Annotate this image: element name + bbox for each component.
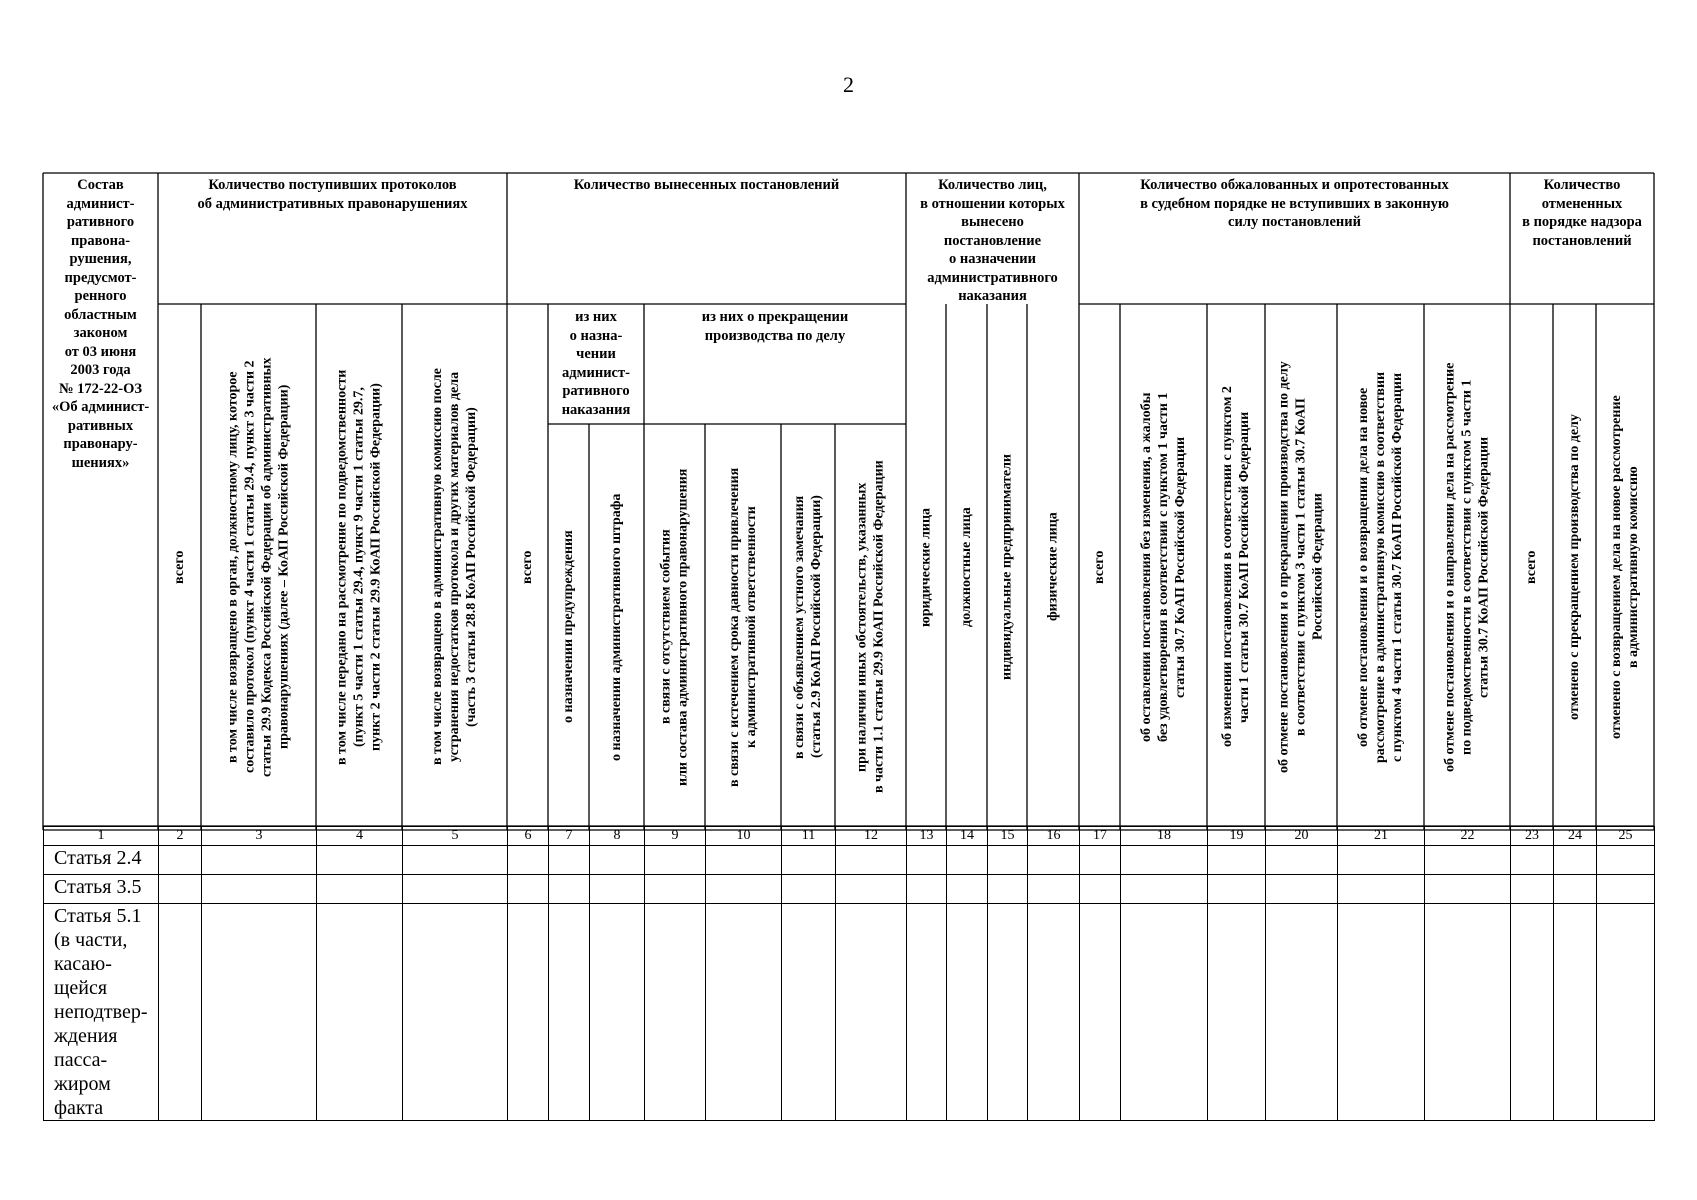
- table-cell[interactable]: [1338, 846, 1425, 875]
- table-cell[interactable]: [1425, 875, 1511, 904]
- column-number: 13: [907, 827, 947, 846]
- column-number: 10: [706, 827, 782, 846]
- table-cell[interactable]: [907, 904, 947, 1121]
- table-cell[interactable]: [590, 846, 645, 875]
- table-cell[interactable]: [836, 875, 907, 904]
- col-header-19: об изменении постановления в соответствии с пунктом 2 части 1 статьи 30.7 КоАП Российской Федерации: [1220, 386, 1252, 748]
- column-number: 17: [1080, 827, 1121, 846]
- header-decisions-group: Количество вынесенных постановлений: [573, 177, 840, 193]
- page-number: 2: [843, 72, 854, 97]
- table-cell[interactable]: [1511, 904, 1554, 1121]
- column-number: 1: [44, 827, 159, 846]
- column-number: 19: [1208, 827, 1266, 846]
- col-header-17: всего: [1092, 550, 1107, 584]
- col-header-9: в связи с отсутствием события или состава административного правонарушения: [658, 468, 691, 786]
- table-cell[interactable]: [159, 846, 202, 875]
- column-number: 8: [590, 827, 645, 846]
- col-header-24: отменено с прекращением производства по делу: [1567, 414, 1582, 720]
- table-cell[interactable]: [202, 875, 317, 904]
- table-cell[interactable]: [1338, 904, 1425, 1121]
- table-cell[interactable]: [645, 904, 706, 1121]
- column-number: 7: [549, 827, 590, 846]
- column-number: 6: [508, 827, 549, 846]
- table-cell[interactable]: [907, 846, 947, 875]
- col-header-14: должностные лица: [959, 507, 974, 627]
- col-header-16: физические лица: [1045, 512, 1061, 622]
- column-number: 5: [403, 827, 508, 846]
- column-number: 24: [1554, 827, 1597, 846]
- table-row: [44, 846, 1655, 875]
- col-header-2: всего: [172, 550, 187, 584]
- table-cell[interactable]: [1121, 875, 1208, 904]
- column-number: 15: [988, 827, 1028, 846]
- col-header-18: об оставлении постановления без изменения, а жалобы без удовлетворения в соответствии с пунктом 1 части 1 статьи 30.7 КоАП Российской Федерации: [1139, 392, 1188, 742]
- header-appealed-group: Количество обжалованных и опротестованных в судебном порядке не вступивших в законную силу постановлений: [1140, 177, 1449, 230]
- table-cell[interactable]: [1597, 875, 1655, 904]
- column-number: 11: [782, 827, 836, 846]
- column-number: 16: [1028, 827, 1080, 846]
- col-header-6: всего: [520, 550, 535, 584]
- column-number: 18: [1121, 827, 1208, 846]
- table-cell[interactable]: [947, 875, 988, 904]
- col-header-21: об отмене постановления и о возвращении дела на новое рассмотрение в административную комиссию в соответствии с пунктом 4 части 1 статьи 30.7 КоАП Российской Федерации: [1356, 371, 1405, 763]
- table-cell[interactable]: [1208, 875, 1266, 904]
- table-cell[interactable]: [1121, 904, 1208, 1121]
- table-cell[interactable]: [549, 846, 590, 875]
- col-header-15: индивидуальные предприниматели: [999, 454, 1015, 681]
- table-cell[interactable]: [988, 875, 1028, 904]
- table-cell[interactable]: [317, 846, 403, 875]
- row-label: Статья 5.1 (в части, касаю- щейся неподтвер- ждения пасса- жиром факта: [44, 904, 159, 1121]
- table-cell[interactable]: [508, 846, 549, 875]
- header-assigned-subgroup: из них о назна- чении админист- ративного наказания: [561, 309, 631, 418]
- col-header-22: об отмене постановления и о направлении дела на рассмотрение по подведомственности в соответствии с пунктом 5 части 1 статьи 30.7 КоАП Российской Федерации: [1442, 362, 1492, 772]
- table-cell[interactable]: [590, 875, 645, 904]
- header-composition: Состав админист- ративного правона- рушения, предусмот- ренного областным законом от 03 июня 2003 года № 172-22-ОЗ «Об админист- ративных правонару- шениях»: [51, 177, 150, 471]
- column-number: 14: [947, 827, 988, 846]
- table-cell[interactable]: [1554, 904, 1597, 1121]
- table-cell[interactable]: [508, 904, 549, 1121]
- col-header-7: о назначении предупреждения: [561, 530, 576, 724]
- table-cell[interactable]: [549, 904, 590, 1121]
- column-number-row: [44, 827, 1655, 846]
- table-cell[interactable]: [782, 846, 836, 875]
- table-cell[interactable]: [1080, 846, 1121, 875]
- table-cell[interactable]: [706, 904, 782, 1121]
- table-cell[interactable]: [1597, 846, 1655, 875]
- table-cell[interactable]: [836, 846, 907, 875]
- table-cell[interactable]: [988, 904, 1028, 1121]
- col-header-8: о назначении административного штрафа: [609, 493, 624, 761]
- header-terminated-subgroup: из них о прекращении производства по делу: [701, 309, 849, 344]
- table-cell[interactable]: [403, 904, 508, 1121]
- table-cell[interactable]: [1121, 846, 1208, 875]
- column-number: 22: [1425, 827, 1511, 846]
- table-cell[interactable]: [508, 875, 549, 904]
- table-cell[interactable]: [1597, 904, 1655, 1121]
- table-cell[interactable]: [403, 846, 508, 875]
- table-cell[interactable]: [1338, 875, 1425, 904]
- col-header-13: юридические лица: [918, 507, 934, 627]
- col-header-12: при наличии иных обстоятельств, указанных в части 1.1 статьи 29.9 КоАП Российской Федерации: [854, 460, 887, 794]
- table-cell[interactable]: [159, 904, 202, 1121]
- table-cell[interactable]: [782, 904, 836, 1121]
- table-cell[interactable]: [947, 904, 988, 1121]
- column-number: 4: [317, 827, 403, 846]
- table-cell[interactable]: [782, 875, 836, 904]
- column-number: 21: [1338, 827, 1425, 846]
- table-cell[interactable]: [1080, 904, 1121, 1121]
- col-header-4: в том числе передано на рассмотрение по подведомственности (пункт 5 части 1 статьи 29.4, пункт 9 части 1 статьи 29.7, пункт 2 части 2 статьи 29.9 КоАП Российской Федерации): [334, 369, 384, 765]
- table-cell[interactable]: [317, 904, 403, 1121]
- table-cell[interactable]: [1028, 875, 1080, 904]
- header-protocols-group: Количество поступивших протоколов об административных правонарушениях: [197, 177, 468, 212]
- header-cancelled-group: Количество отмененных в порядке надзора постановлений: [1522, 177, 1642, 249]
- row-label: Статья 3.5: [44, 875, 159, 904]
- table-cell[interactable]: [549, 875, 590, 904]
- column-number: 25: [1597, 827, 1655, 846]
- table-cell[interactable]: [159, 875, 202, 904]
- col-header-10: в связи с истечением срока давности привлечения к административной ответственности: [727, 467, 759, 787]
- table-cell[interactable]: [1028, 904, 1080, 1121]
- header-persons-group: Количество лиц, в отношении которых вынесено постановление о назначении административного наказания: [920, 177, 1065, 304]
- col-header-3: в том числе возвращено в орган, должностному лицу, которое составило протокол (пункт 4 части 1 статьи 29.4, пункт 3 части 2 статьи 29.9 Кодекса Российской Федерации об административных правонарушениях (далее – КоАП Российской Федерации): [225, 357, 292, 777]
- column-number: 23: [1511, 827, 1554, 846]
- data-table: [43, 826, 1655, 1121]
- table-row: [44, 875, 1655, 904]
- table-cell[interactable]: [1028, 846, 1080, 875]
- table-cell[interactable]: [1554, 875, 1597, 904]
- col-header-20: об отмене постановления и о прекращении производства по делу в соответствии с пунктом 3 части 1 статьи 30.7 КоАП Российской Федерации: [1276, 361, 1326, 773]
- column-number: 12: [836, 827, 907, 846]
- table-cell[interactable]: [1511, 846, 1554, 875]
- table-cell[interactable]: [645, 846, 706, 875]
- col-header-5: в том числе возвращено в административную комиссию после устранения недостатков протокола и других материалов дела (часть 3 статьи 28.8 КоАП Российской Федерации): [430, 368, 479, 766]
- table-cell[interactable]: [947, 846, 988, 875]
- table-cell[interactable]: [403, 875, 508, 904]
- table-cell[interactable]: [202, 904, 317, 1121]
- table-cell[interactable]: [1080, 875, 1121, 904]
- table-row: [44, 904, 1655, 1121]
- table-cell[interactable]: [907, 875, 947, 904]
- table-cell[interactable]: [988, 846, 1028, 875]
- table-cell[interactable]: [836, 904, 907, 1121]
- table-cell[interactable]: [706, 875, 782, 904]
- table-cell[interactable]: [1208, 846, 1266, 875]
- table-cell[interactable]: [645, 875, 706, 904]
- table-cell[interactable]: [590, 904, 645, 1121]
- table-cell[interactable]: [1511, 875, 1554, 904]
- col-header-23: всего: [1524, 550, 1539, 584]
- table-cell[interactable]: [1554, 846, 1597, 875]
- table-cell[interactable]: [1425, 904, 1511, 1121]
- table-cell[interactable]: [317, 875, 403, 904]
- column-number: 9: [645, 827, 706, 846]
- column-number: 2: [159, 827, 202, 846]
- table-cell[interactable]: [1266, 904, 1338, 1121]
- col-header-11: в связи с объявлением устного замечания (статья 2.9 КоАП Российской Федерации): [792, 495, 824, 759]
- column-number: 3: [202, 827, 317, 846]
- row-label: Статья 2.4: [44, 846, 159, 875]
- table-cell[interactable]: [1208, 904, 1266, 1121]
- table-cell[interactable]: [1266, 875, 1338, 904]
- col-header-25: отменено с возвращением дела на новое рассмотрение в административную комиссию: [1609, 395, 1641, 739]
- table-cell[interactable]: [706, 846, 782, 875]
- column-number: 20: [1266, 827, 1338, 846]
- table-cell[interactable]: [1425, 846, 1511, 875]
- table-cell[interactable]: [1266, 846, 1338, 875]
- table-cell[interactable]: [202, 846, 317, 875]
